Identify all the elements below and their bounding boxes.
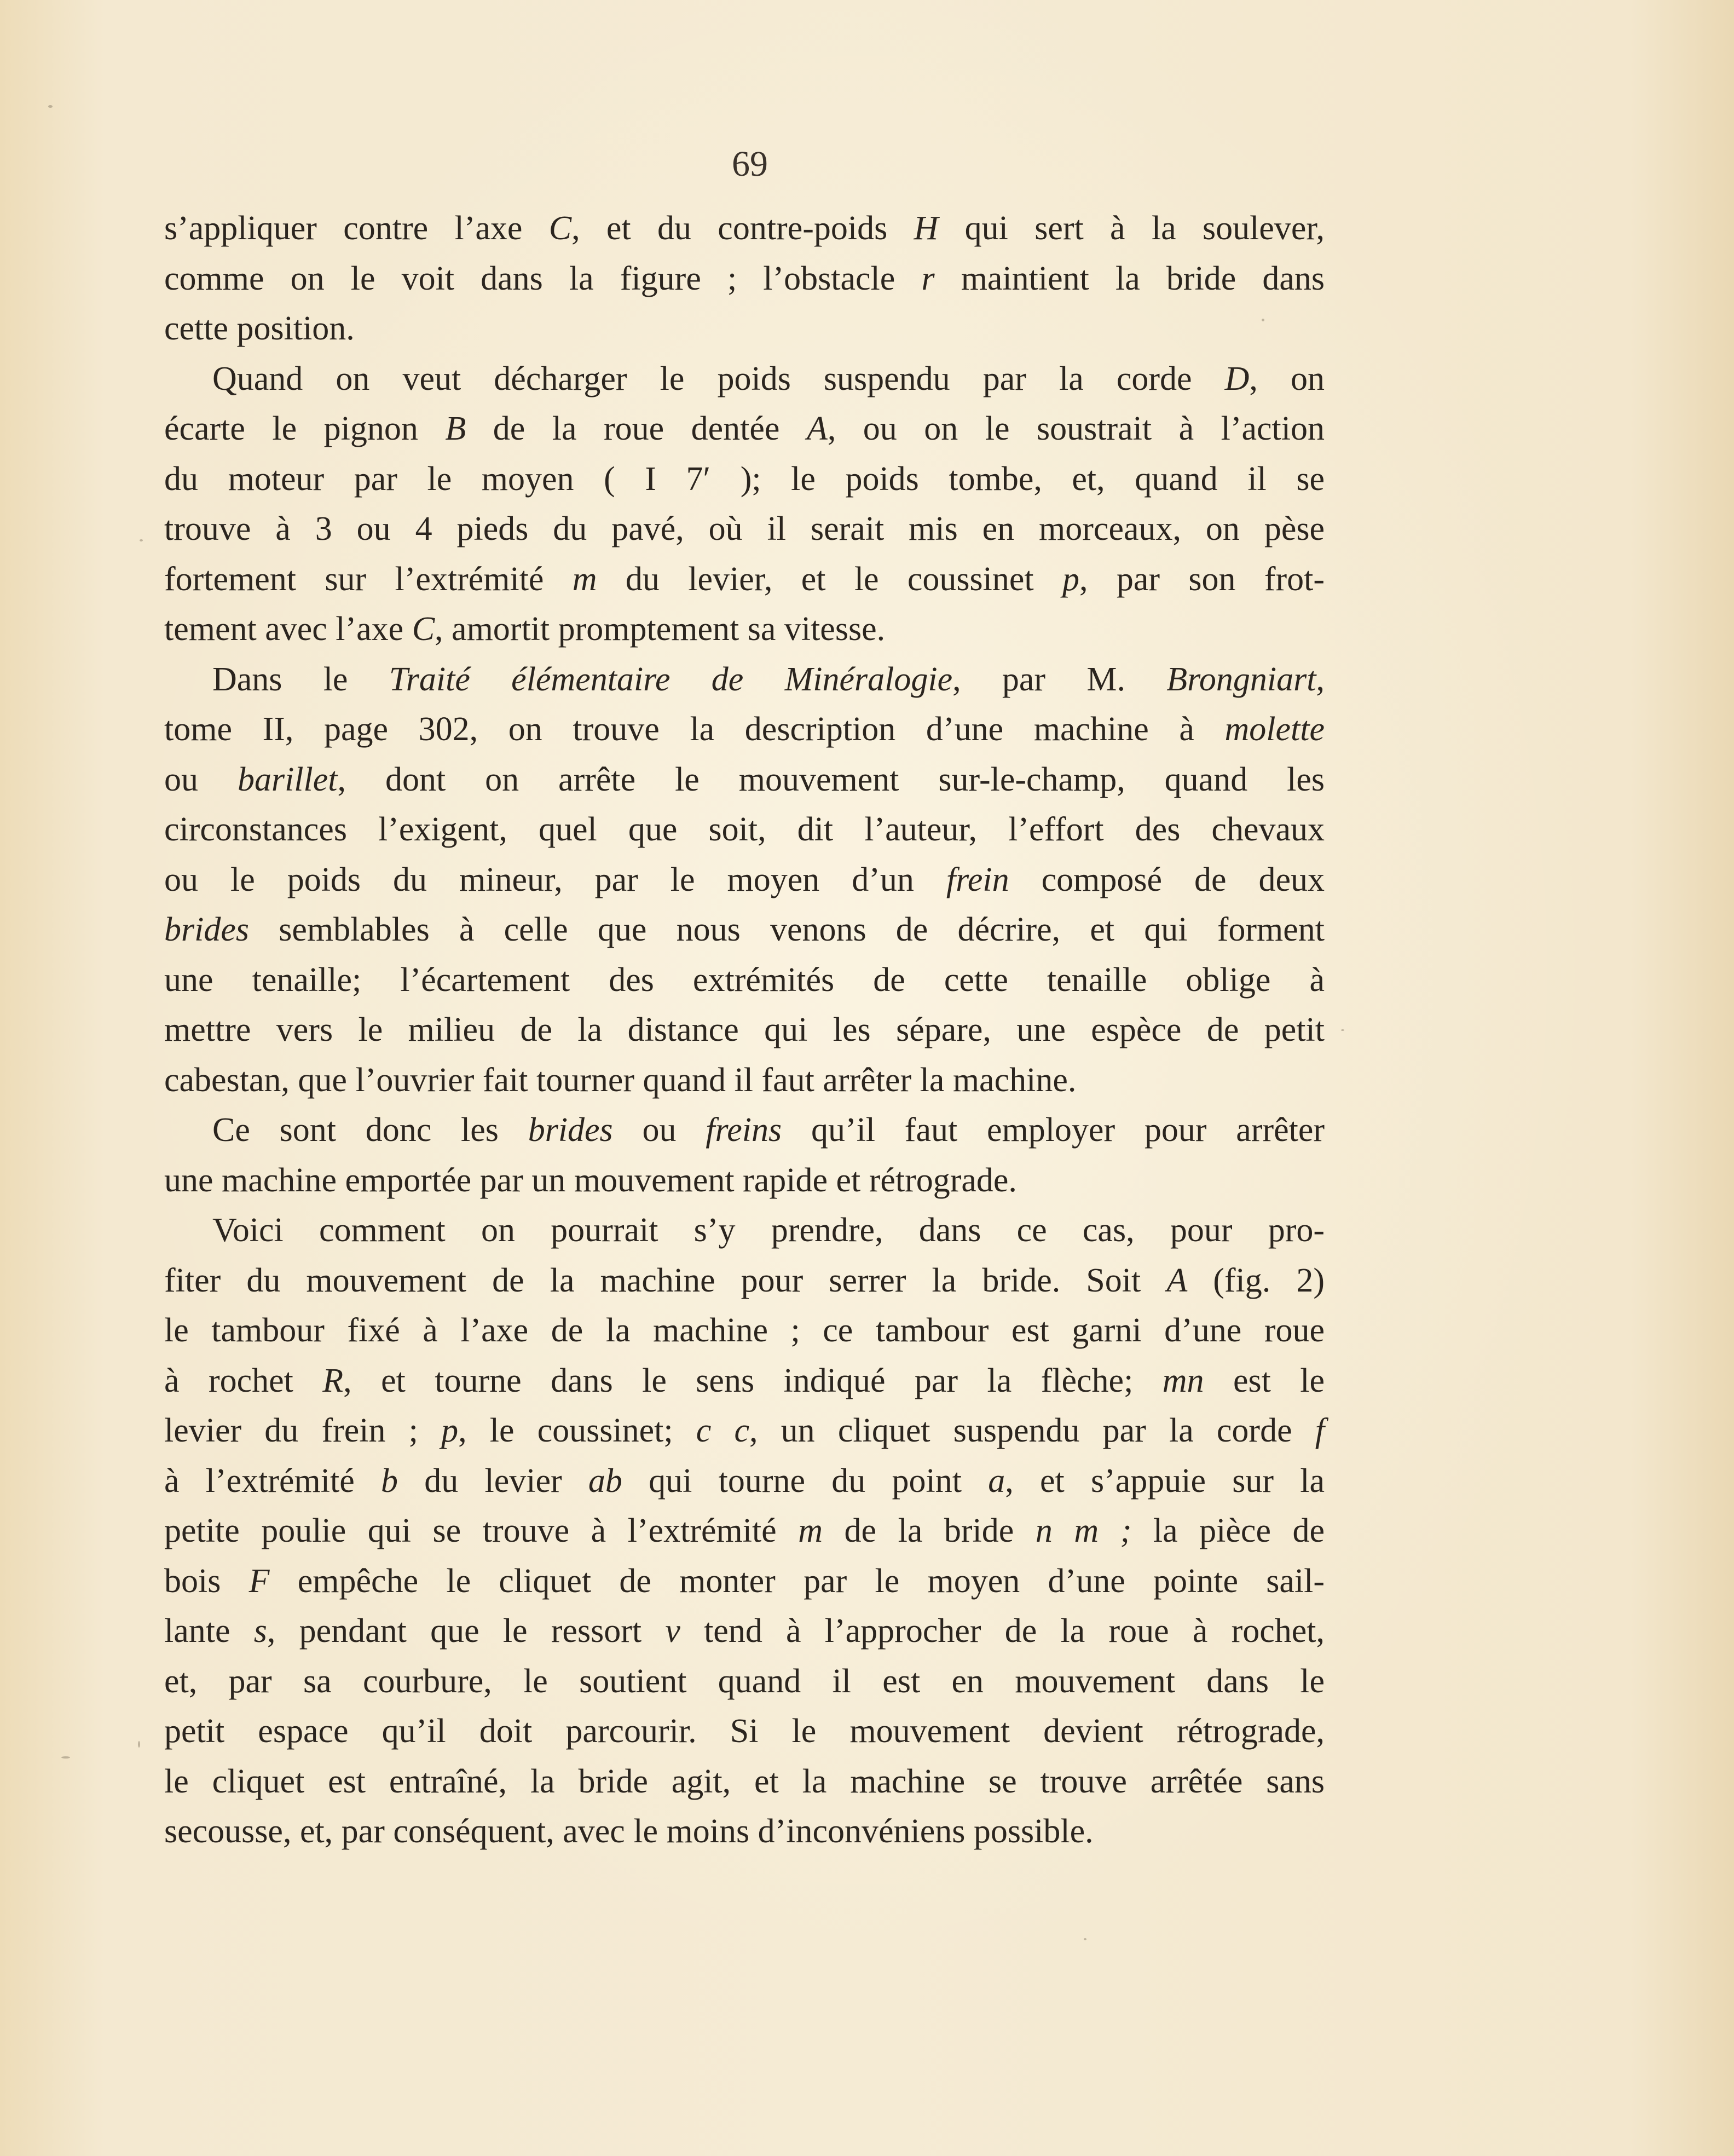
text-run: , par son frot-: [1079, 560, 1325, 598]
text-run: ou: [612, 1111, 706, 1149]
text-run: tement avec l’axe: [164, 610, 412, 648]
text-run: cabestan, que l’ouvrier fait tourner quand il faut arrêter la machine.: [164, 1061, 1077, 1099]
text-line: [164, 955, 1325, 1006]
text-line: [164, 404, 1325, 454]
text-run: mettre vers le milieu de la distance qui les sépare, une espèce de petit: [164, 1011, 1325, 1048]
text-run: , ou on le soustrait à l’action: [827, 410, 1325, 447]
text-run: (fig. 2): [1187, 1261, 1325, 1299]
text-line: [164, 1707, 1325, 1757]
text-line: [164, 1757, 1325, 1807]
text-line: [164, 905, 1325, 955]
text-line: [164, 354, 1325, 405]
text-run: maintient la bride dans: [934, 260, 1325, 297]
text-run: s’appliquer contre l’axe: [164, 210, 549, 247]
text-run: du levier: [398, 1462, 588, 1500]
text-run: est le: [1204, 1362, 1325, 1399]
text-line: [164, 1356, 1325, 1406]
text-run: du levier, et le coussinet: [597, 560, 1062, 598]
text-line: [164, 555, 1325, 605]
text-line: [164, 805, 1325, 855]
italic-run: f: [1315, 1412, 1325, 1449]
text-run: cette position.: [164, 310, 355, 347]
text-run: le tambour fixé à l’axe de la machine ; ce tambour est garni d’une roue: [164, 1312, 1325, 1349]
text-line: [164, 1606, 1325, 1657]
text-run: qu’il faut employer pour arrêter: [782, 1111, 1325, 1149]
paper-speck: [61, 1756, 70, 1759]
text-run: ou: [164, 760, 238, 798]
italic-run: mn: [1162, 1362, 1204, 1399]
text-line: [164, 604, 1325, 655]
paper-speck: [1341, 1029, 1344, 1031]
text-run: circonstances l’exigent, quel que soit, dit l’auteur, l’effort des chevaux: [164, 811, 1325, 848]
italic-run: molette: [1224, 711, 1325, 748]
text-line: [164, 705, 1325, 755]
text-line: [164, 755, 1325, 805]
text-run: du moteur par le moyen ( I 7′ ); le poids tombe, et, quand il se: [164, 460, 1325, 498]
italic-run: A: [1166, 1261, 1188, 1299]
text-run: , dont on arrête le mouvement sur-le-champ, quand les: [337, 760, 1325, 798]
text-run: à rochet: [164, 1362, 323, 1399]
body-text: [164, 204, 1325, 1857]
text-line: [164, 204, 1325, 254]
text-line: [164, 1557, 1325, 1607]
italic-run: C: [412, 610, 435, 648]
italic-run: R: [322, 1362, 344, 1399]
text-run: de la roue dentée: [466, 410, 807, 447]
text-run: Voici comment on pourrait s’y prendre, dans ce cas, pour pro-: [212, 1212, 1325, 1249]
text-run: Ce sont donc les: [212, 1111, 528, 1149]
text-run: , et tourne dans le sens indiqué par la flèche;: [343, 1362, 1163, 1399]
text-run: levier du frein ;: [164, 1412, 442, 1449]
italic-run: D: [1224, 360, 1250, 397]
text-line: [164, 1156, 1325, 1206]
italic-run: p: [441, 1412, 459, 1449]
text-run: ou le poids du mineur, par le moyen d’un: [164, 861, 946, 898]
italic-run: b: [381, 1462, 398, 1500]
text-run: , le coussinet;: [458, 1412, 696, 1449]
text-line: [164, 655, 1325, 705]
italic-run: p: [1062, 560, 1079, 598]
text-run: fortement sur l’extrémité: [164, 560, 573, 598]
italic-run: a: [988, 1462, 1005, 1500]
text-run: , et s’appuie sur la: [1005, 1462, 1325, 1500]
text-run: secousse, et, par conséquent, avec le moins d’inconvéniens possible.: [164, 1813, 1094, 1850]
text-line: [164, 1807, 1325, 1857]
italic-run: brides: [528, 1111, 613, 1149]
text-run: , on: [1249, 360, 1325, 397]
text-run: de la bride: [823, 1512, 1036, 1549]
text-run: qui sert à la soulever,: [938, 210, 1325, 247]
italic-run: barillet: [237, 760, 338, 798]
text-line: [164, 454, 1325, 505]
text-run: Dans le: [212, 660, 389, 698]
paper-speck: [48, 105, 53, 108]
italic-run: n m ;: [1035, 1512, 1132, 1549]
text-run: , par M.: [952, 660, 1167, 698]
text-line: [164, 304, 1325, 354]
text-run: tome II, page 302, on trouve la description d’une machine à: [164, 711, 1225, 748]
text-run: écarte le pignon: [164, 410, 446, 447]
text-run: petit espace qu’il doit parcourir. Si le mouvement devient rétrograde,: [164, 1713, 1325, 1750]
text-line: [164, 1256, 1325, 1306]
italic-run: brides: [164, 911, 249, 948]
paper-speck: [140, 539, 143, 541]
text-run: la pièce de: [1131, 1512, 1325, 1549]
text-run: bois: [164, 1562, 249, 1600]
text-run: semblables à celle que nous venons de décrire, et qui forment: [249, 911, 1325, 948]
text-line: [164, 1005, 1325, 1056]
italic-run: Brongniart: [1166, 660, 1316, 698]
italic-run: Traité élémentaire de Minéralogie: [389, 660, 953, 698]
text-line: [164, 1306, 1325, 1356]
text-line: [164, 1506, 1325, 1557]
text-run: Quand on veut décharger le poids suspendu par la corde: [212, 360, 1225, 397]
text-run: une tenaille; l’écartement des extrémités de cette tenaille oblige à: [164, 961, 1325, 999]
text-run: ,: [1316, 660, 1325, 698]
text-run: , pendant que le ressort: [267, 1612, 666, 1650]
text-run: une machine emportée par un mouvement rapide et rétrograde.: [164, 1161, 1017, 1199]
italic-run: B: [445, 410, 466, 447]
italic-run: frein: [946, 861, 1009, 898]
page-number: 69: [732, 144, 768, 184]
italic-run: m: [798, 1512, 823, 1549]
italic-run: ab: [588, 1462, 622, 1500]
text-line: [164, 1105, 1325, 1156]
text-run: , un cliquet suspendu par la corde: [749, 1412, 1315, 1449]
text-run: petite poulie qui se trouve à l’extrémité: [164, 1512, 799, 1549]
text-run: trouve à 3 ou 4 pieds du pavé, où il serait mis en morceaux, on pèse: [164, 510, 1325, 547]
text-run: , amortit promptement sa vitesse.: [435, 610, 886, 648]
text-line: [164, 1406, 1325, 1456]
italic-run: s: [253, 1612, 267, 1650]
text-line: [164, 1056, 1325, 1106]
text-line: [164, 254, 1325, 304]
text-run: composé de deux: [1009, 861, 1325, 898]
text-line: [164, 1206, 1325, 1256]
text-run: empêche le cliquet de monter par le moyen d’une pointe sail-: [269, 1562, 1325, 1600]
italic-run: C: [548, 210, 572, 247]
italic-run: c c: [696, 1412, 750, 1449]
text-run: qui tourne du point: [622, 1462, 989, 1500]
text-line: [164, 855, 1325, 906]
text-run: fiter du mouvement de la machine pour serrer la bride. Soit: [164, 1261, 1167, 1299]
italic-run: m: [572, 560, 597, 598]
text-line: [164, 1657, 1325, 1707]
text-line: [164, 504, 1325, 555]
text-line: [164, 1456, 1325, 1507]
paper-speck: [1262, 319, 1264, 321]
italic-run: v: [665, 1612, 680, 1650]
text-run: lante: [164, 1612, 254, 1650]
text-run: comme on le voit dans la figure ; l’obstacle: [164, 260, 922, 297]
italic-run: F: [248, 1562, 270, 1600]
text-run: et, par sa courbure, le soutient quand il est en mouvement dans le: [164, 1662, 1325, 1700]
italic-run: H: [914, 210, 939, 247]
paper-speck: [138, 1741, 140, 1748]
text-run: à l’extrémité: [164, 1462, 381, 1500]
italic-run: A: [806, 410, 828, 447]
text-run: le cliquet est entraîné, la bride agit, et la machine se trouve arrêtée sans: [164, 1762, 1325, 1800]
text-run: , et du contre-poids: [571, 210, 914, 247]
italic-run: r: [921, 260, 935, 297]
text-run: tend à l’approcher de la roue à rochet,: [680, 1612, 1325, 1650]
italic-run: freins: [706, 1111, 782, 1149]
paper-speck: [1084, 1938, 1086, 1940]
